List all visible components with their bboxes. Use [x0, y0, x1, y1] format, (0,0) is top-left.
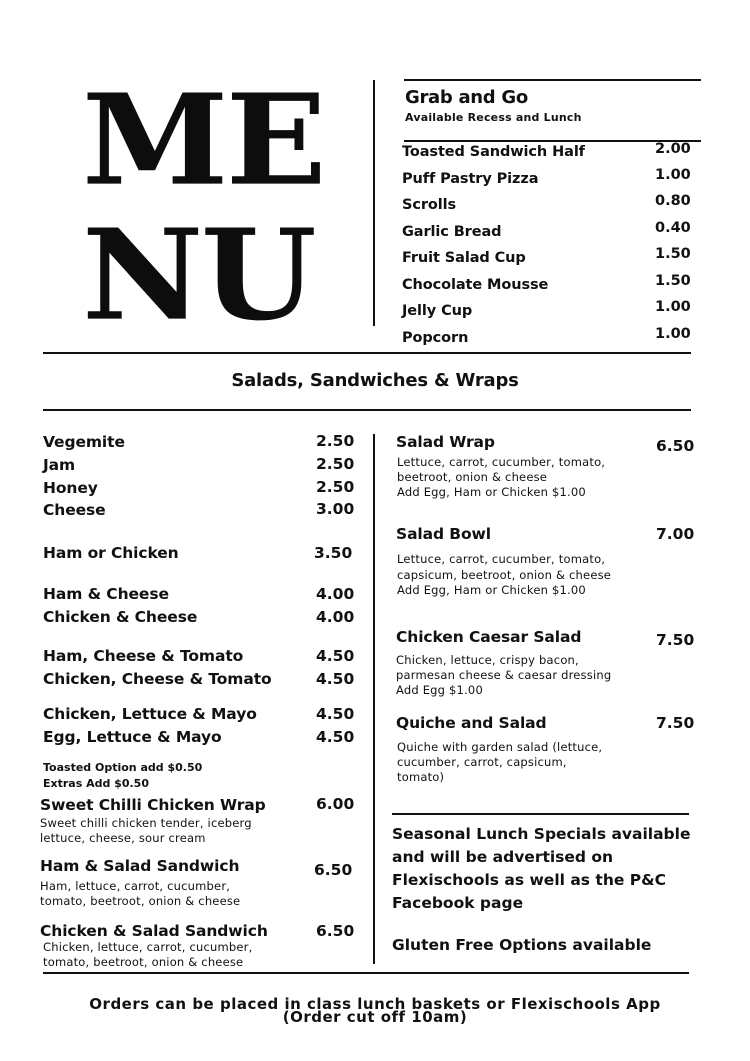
left-item-price: 4.50	[316, 728, 355, 746]
right-item-desc: Lettuce, carrot, cucumber, tomato,	[397, 552, 606, 566]
left-item-name: Chicken, Lettuce & Mayo	[43, 705, 257, 723]
left-item-price: 4.00	[316, 585, 355, 603]
right-item-price: 7.00	[656, 525, 695, 543]
special-item-price: 6.50	[314, 861, 353, 879]
section-title: Salads, Sandwiches & Wraps	[231, 370, 519, 391]
grab-item-name: Chocolate Mousse	[402, 277, 549, 293]
special-item-desc: tomato, beetroot, onion & cheese	[43, 955, 244, 969]
left-item-name: Ham, Cheese & Tomato	[43, 647, 244, 665]
grab-item-name: Popcorn	[402, 330, 469, 346]
grab-item-price: 1.00	[655, 326, 691, 342]
left-item-name: Ham or Chicken	[43, 544, 179, 562]
left-item-name: Chicken & Cheese	[43, 608, 198, 626]
grab-item-name: Garlic Bread	[402, 224, 502, 240]
right-item-desc: Quiche with garden salad (lettuce,	[397, 740, 603, 754]
left-item-price: 2.50	[316, 478, 355, 496]
menu-title-line1: ME	[82, 66, 324, 214]
right-item-desc: cucumber, carrot, capsicum,	[397, 755, 567, 769]
grab-and-go-subtitle: Available Recess and Lunch	[405, 111, 582, 124]
left-item-name: Egg, Lettuce & Mayo	[43, 728, 222, 746]
special-item-name: Ham & Salad Sandwich	[40, 857, 240, 875]
right-item-price: 6.50	[656, 437, 695, 455]
special-item-name: Sweet Chilli Chicken Wrap	[40, 796, 266, 814]
left-item-name: Jam	[43, 456, 76, 474]
left-item-name: Chicken, Cheese & Tomato	[43, 670, 272, 688]
grab-item-price: 1.50	[655, 273, 691, 289]
right-item-desc: parmesan cheese & caesar dressing	[396, 668, 612, 682]
special-item-desc: Chicken, lettuce, carrot, cucumber,	[43, 940, 253, 954]
left-item-name: Cheese	[43, 501, 106, 519]
seasonal-top-rule	[392, 813, 689, 815]
left-item-price: 3.00	[316, 500, 355, 518]
right-item-name: Salad Wrap	[396, 433, 495, 451]
grab-and-go-title: Grab and Go	[405, 87, 528, 108]
right-item-desc: Add Egg, Ham or Chicken $1.00	[397, 485, 586, 499]
menu-title-line2: NU	[82, 201, 314, 349]
grab-item-price: 0.40	[655, 220, 691, 236]
grab-item-name: Scrolls	[402, 197, 457, 213]
top-vertical-divider	[373, 80, 375, 326]
middle-vertical-divider	[373, 434, 375, 964]
left-item-name: Honey	[43, 479, 98, 497]
grab-item-price: 2.00	[655, 141, 691, 157]
left-item-name: Ham & Cheese	[43, 585, 169, 603]
grab-item-price: 1.00	[655, 167, 691, 183]
gluten-free-note: Gluten Free Options available	[392, 936, 652, 954]
section-title-rule	[43, 409, 691, 411]
bottom-rule	[43, 972, 689, 974]
special-item-price: 6.50	[316, 922, 355, 940]
grab-item-name: Puff Pastry Pizza	[402, 171, 539, 187]
right-item-name: Chicken Caesar Salad	[396, 628, 582, 646]
grab-top-rule	[404, 79, 701, 81]
grab-item-price: 1.50	[655, 246, 691, 262]
right-item-desc: Add Egg, Ham or Chicken $1.00	[397, 583, 586, 597]
right-item-price: 7.50	[656, 631, 695, 649]
special-item-desc: tomato, beetroot, onion & cheese	[40, 894, 241, 908]
extras-note: Extras Add $0.50	[43, 777, 149, 790]
left-item-price: 4.50	[316, 705, 355, 723]
grab-item-name: Fruit Salad Cup	[402, 250, 526, 266]
top-section-rule	[43, 352, 691, 354]
footer-line1: Orders can be placed in class lunch baskets or Flexischools App	[89, 995, 661, 1013]
right-item-desc: tomato)	[397, 770, 445, 784]
special-item-desc: lettuce, cheese, sour cream	[40, 831, 206, 845]
right-item-name: Salad Bowl	[396, 525, 491, 543]
left-item-price: 4.50	[316, 670, 355, 688]
seasonal-specials-note: Seasonal Lunch Specials available and will be advertised on Flexischools as well as the P&C Facebook page	[392, 825, 691, 912]
right-item-name: Quiche and Salad	[396, 714, 547, 732]
right-item-desc: beetroot, onion & cheese	[397, 470, 548, 484]
left-item-price: 2.50	[316, 455, 355, 473]
right-item-desc: capsicum, beetroot, onion & cheese	[397, 568, 612, 582]
right-item-desc: Lettuce, carrot, cucumber, tomato,	[397, 455, 606, 469]
right-item-desc: Add Egg $1.00	[396, 683, 483, 697]
right-item-desc: Chicken, lettuce, crispy bacon,	[396, 653, 579, 667]
grab-item-name: Toasted Sandwich Half	[402, 144, 585, 160]
special-item-desc: Ham, lettuce, carrot, cucumber,	[40, 879, 231, 893]
grab-item-price: 0.80	[655, 193, 691, 209]
special-item-price: 6.00	[316, 795, 355, 813]
grab-item-name: Jelly Cup	[402, 303, 473, 319]
left-item-price: 2.50	[316, 432, 355, 450]
left-item-price: 4.00	[316, 608, 355, 626]
toasted-option-note: Toasted Option add $0.50	[43, 761, 203, 774]
left-item-name: Vegemite	[43, 433, 125, 451]
left-item-price: 3.50	[314, 544, 353, 562]
left-item-price: 4.50	[316, 647, 355, 665]
right-item-price: 7.50	[656, 714, 695, 732]
grab-item-price: 1.00	[655, 299, 691, 315]
special-item-name: Chicken & Salad Sandwich	[40, 922, 268, 940]
special-item-desc: Sweet chilli chicken tender, iceberg	[40, 816, 252, 830]
footer-line2: (Order cut off 10am)	[282, 1008, 468, 1026]
